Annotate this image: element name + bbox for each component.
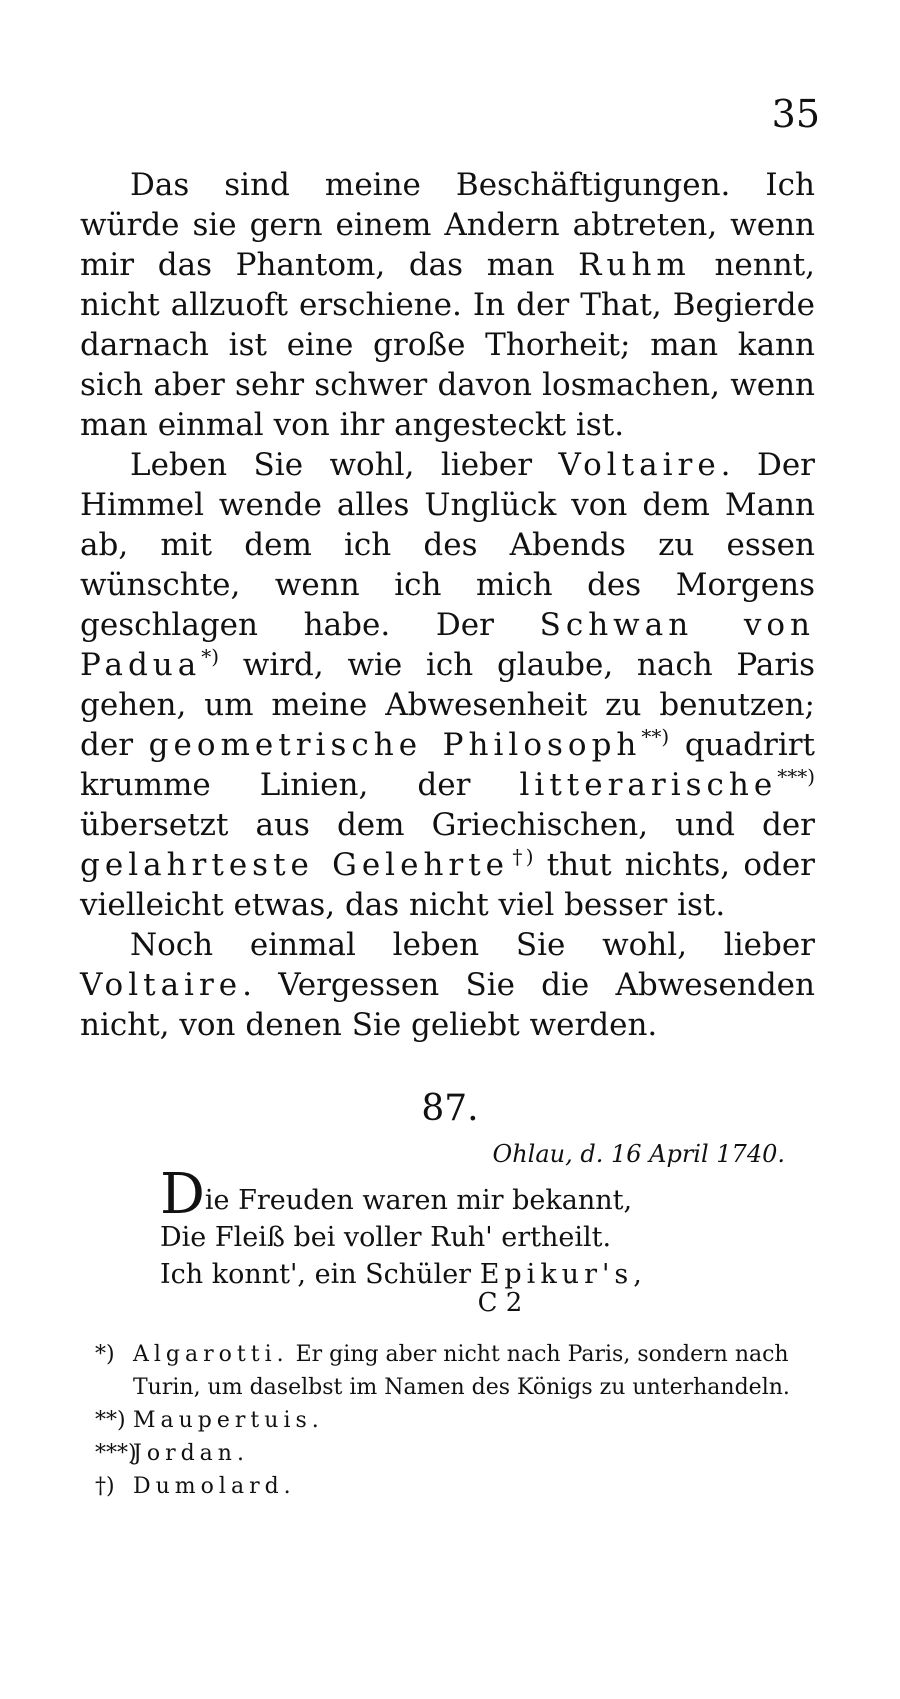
ruhm-word: Ruhm — [578, 247, 691, 283]
poem-line-1-text: ie Freuden waren mir bekannt, — [204, 1185, 633, 1216]
poem-line-2: Die Fleiß bei voller Ruh' ertheilt. — [160, 1222, 612, 1253]
geometrische-philosoph: geometrische Philosoph — [148, 727, 642, 763]
paragraph-1-end: nennt, nicht allzuoft erschiene. In der That, Begierde darnach ist eine große Thorheit; man kann sich aber sehr schwer davon losmachen, wenn man einmal von ihr angesteckt ist. — [80, 247, 816, 443]
footnote-text: Er ging aber nicht nach Paris, sondern nach Turin, um daselbst im Namen des Königs zu unterhandeln. — [133, 1342, 790, 1400]
footnote-name: Jordan. — [133, 1441, 249, 1466]
footnote-mark: *) — [95, 1342, 115, 1367]
dateline: Ohlau, d. 16 April 1740. — [492, 1140, 785, 1168]
voltaire-name-2: Voltaire — [80, 967, 243, 1003]
page-number: 35 — [771, 92, 820, 136]
paragraph-3: Noch einmal leben Sie wohl, lieber Voltaire. Vergessen Sie die Abwesenden nicht, von denen Sie geliebt werden. — [80, 927, 815, 1043]
paragraph-2-e: thut nichts, oder vielleicht etwas, das nicht viel besser ist. — [80, 847, 815, 923]
footnote-1 — [95, 1338, 815, 1404]
paragraph-2 — [80, 445, 815, 925]
paragraph-2-start: Leben Sie wohl, lieber — [130, 447, 533, 483]
paragraph-1 — [80, 165, 815, 445]
footnote-name: Maupertuis. — [133, 1408, 324, 1433]
footnote-mark: **) — [95, 1408, 126, 1433]
poem-line-1 — [160, 1162, 800, 1227]
signature-mark: C 2 — [477, 1288, 523, 1318]
voltaire-name: Voltaire — [558, 447, 721, 483]
paragraph-3-end: Vergessen Sie die Abwesenden nicht, von denen Sie geliebt werden. — [80, 967, 815, 1043]
paragraph-1-text: Das sind meine Beschäftigungen. Ich würde sie gern einem Andern abtreten, wenn mir das Phantom, das man — [80, 167, 815, 283]
footnote-ref-4: †) — [509, 844, 534, 869]
footnote-name: Dumolard. — [133, 1474, 296, 1499]
gelahrteste-gelehrte: gelahrteste Gelehrte — [80, 847, 510, 883]
footnote-body — [133, 1338, 815, 1404]
footnote-mark: †) — [95, 1474, 115, 1499]
schwan-von-padua: Schwan von Padua — [80, 607, 815, 683]
epikur-name: Epikur's, — [479, 1259, 647, 1290]
footnote-name: Algarotti. — [133, 1342, 289, 1367]
footnote-2 — [95, 1404, 815, 1437]
footnotes — [95, 1338, 815, 1503]
paragraph-2-b: wird, wie ich glaube, nach Paris gehen, um meine Abwesenheit zu benutzen; der — [80, 647, 815, 763]
footnote-3 — [95, 1437, 815, 1470]
footnote-4 — [95, 1470, 815, 1503]
paragraph-2-a: . Der Himmel wende alles Unglück von dem Mann ab, mit dem ich des Abends zu essen wünschte, wenn ich mich des Morgens geschlagen habe. Der — [80, 447, 815, 643]
paragraph-3-start: Noch einmal leben Sie wohl, lieber — [130, 927, 815, 963]
footnote-ref-2: **) — [641, 724, 670, 749]
paragraph-2-d: übersetzt aus dem Griechischen, und der — [80, 807, 815, 843]
footnote-ref-3: ***) — [777, 764, 816, 789]
drop-cap: D — [160, 1162, 205, 1227]
poem — [160, 1162, 800, 1293]
poem-line-3-text: Ich konnt', ein Schüler — [160, 1259, 472, 1290]
letter-body — [80, 165, 815, 1045]
letter-number: 87. — [421, 1088, 479, 1129]
litterarische: litterarische — [519, 767, 778, 803]
paragraph-2-c: quadrirt krumme Linien, der — [80, 727, 816, 803]
footnote-ref-1: *) — [201, 644, 220, 669]
footnote-mark: ***) — [95, 1441, 137, 1466]
